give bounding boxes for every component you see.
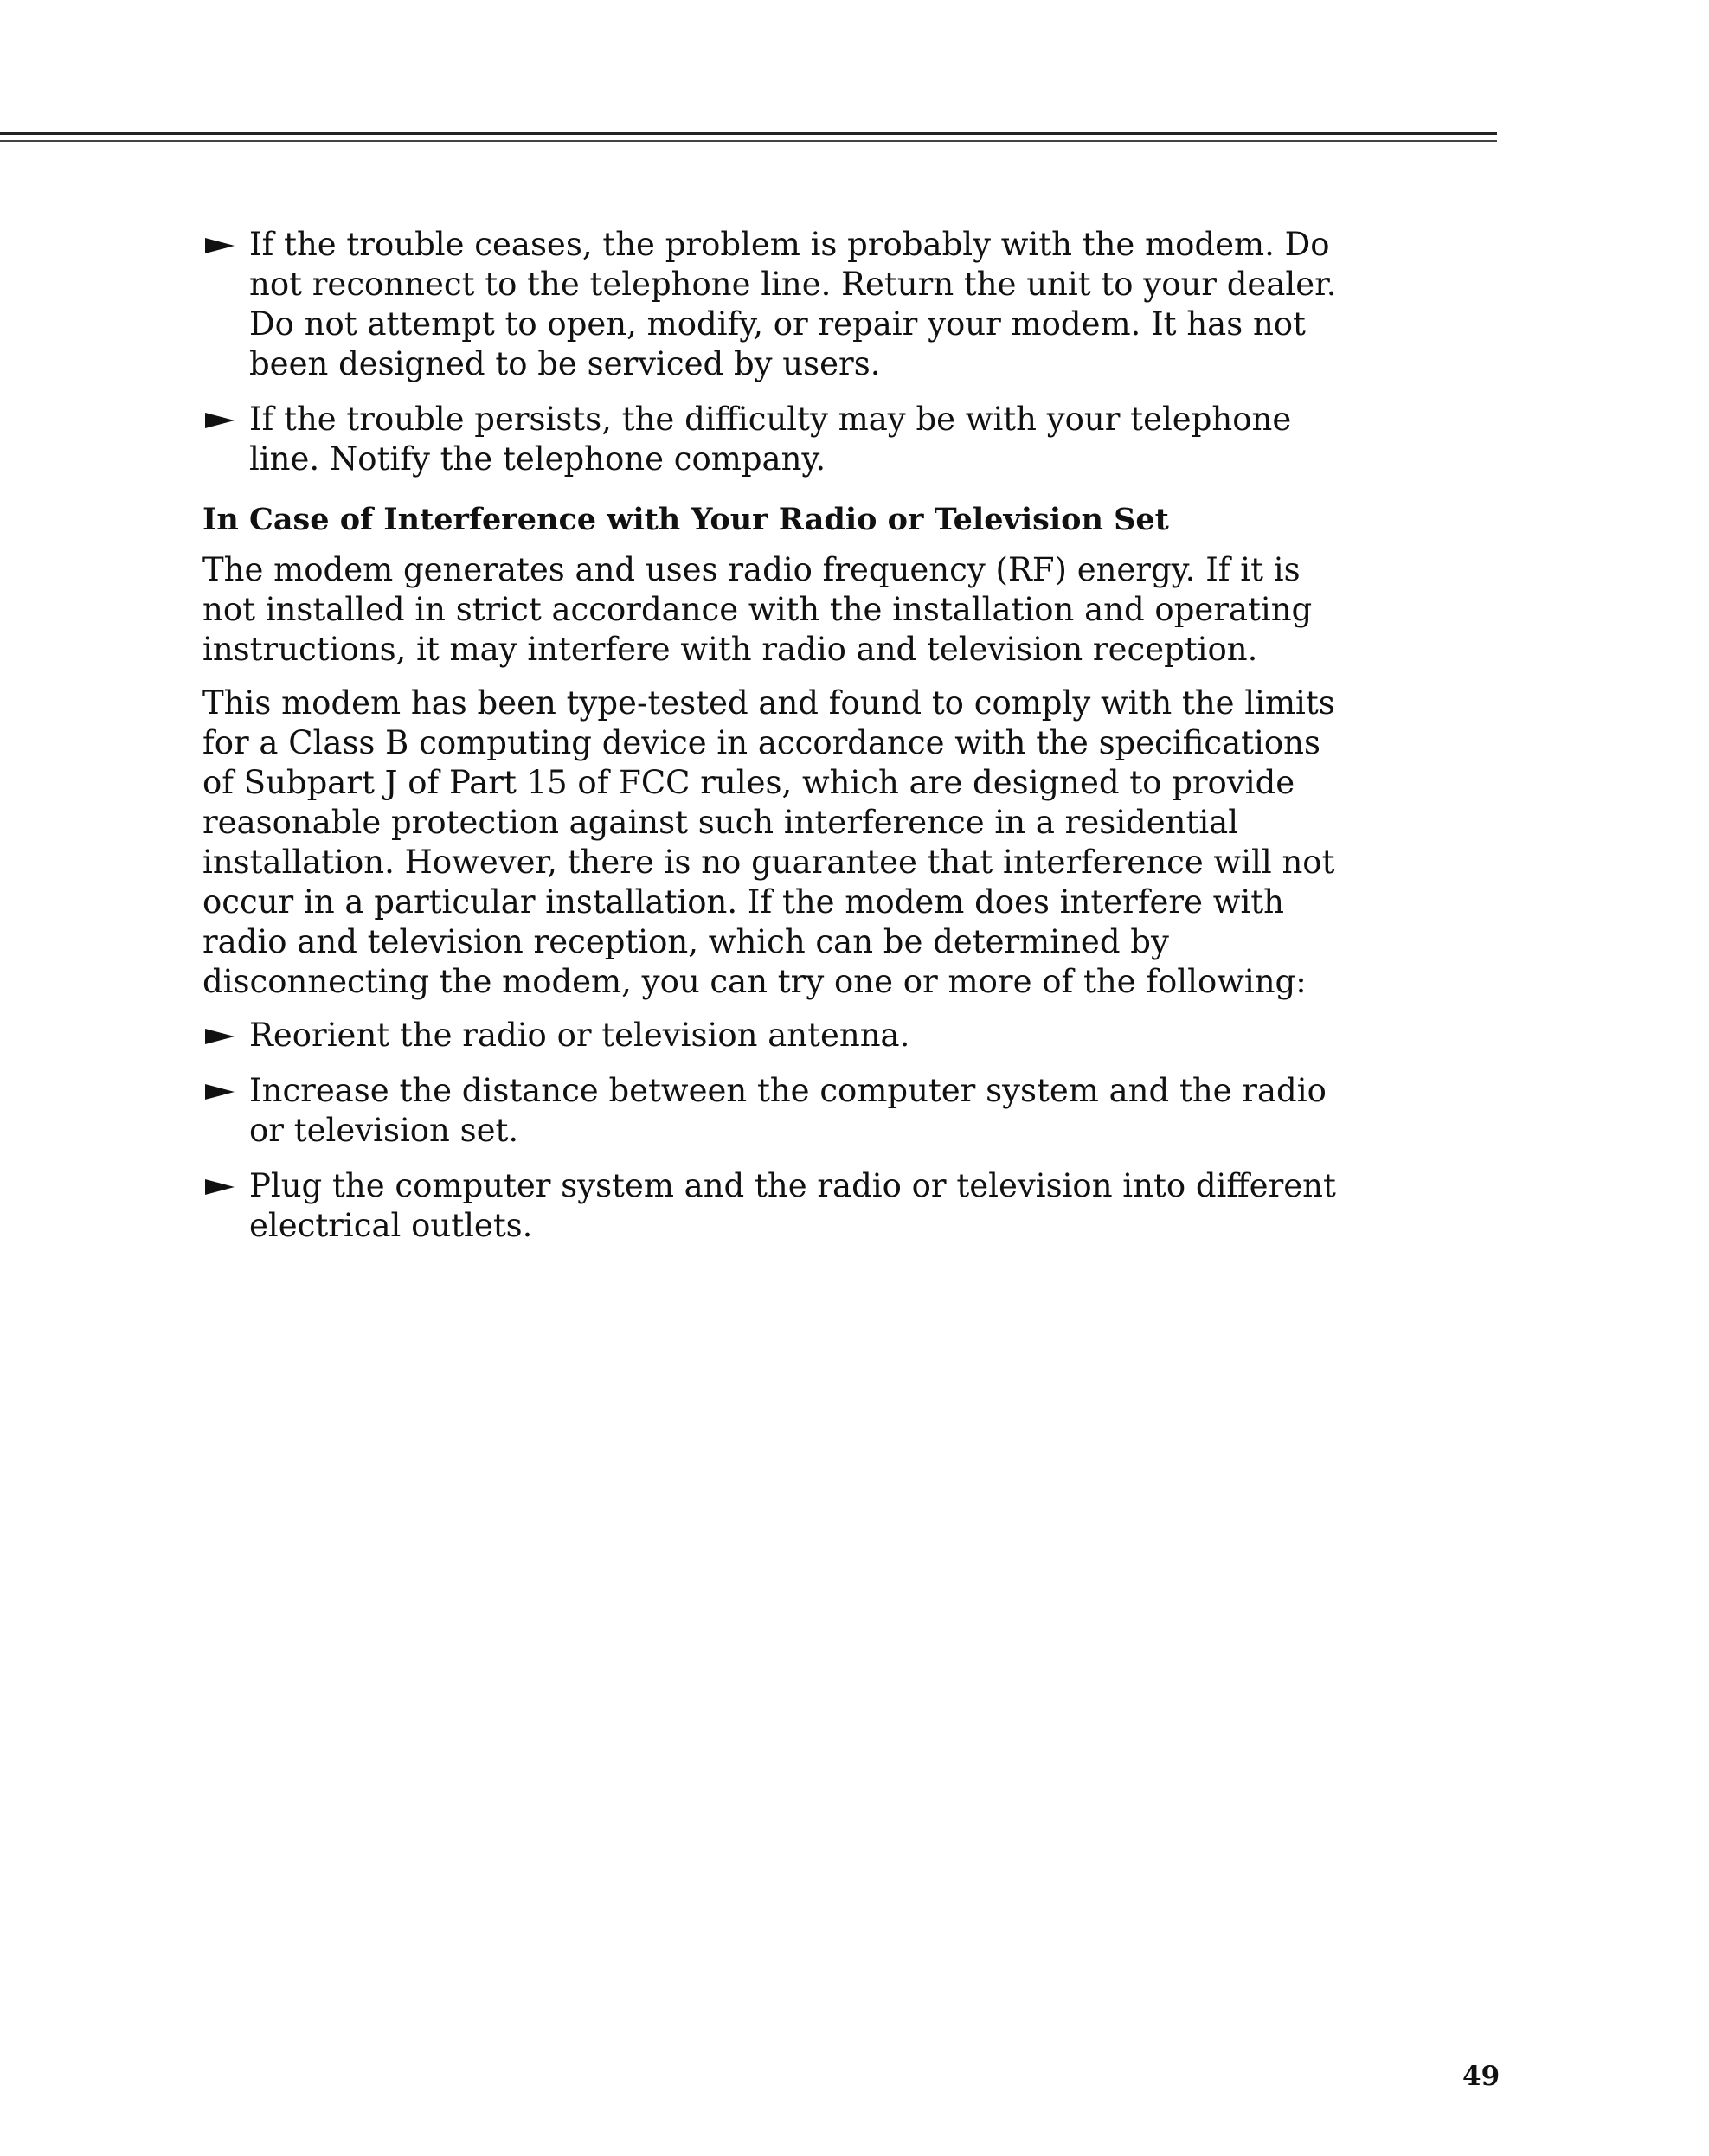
bullet-text: Plug the computer system and the radio or television into different electrical outlets. [249,1167,1336,1244]
header-rule-thin [0,140,1497,142]
triangle-bullet-icon [205,1029,235,1044]
paragraph-rf-energy: The modem generates and uses radio frequency (RF) energy. If it is not installed in strict accordance with the installation and operating instructions, it may interfere with radio and television reception. [202,551,1313,668]
bullet-text: Reorient the radio or television antenna. [249,1017,910,1054]
triangle-bullet-icon [205,1179,235,1195]
triangle-bullet-icon [205,1084,235,1100]
bullet-item-reorient-antenna [202,1016,1345,1056]
bullet-item-different-outlets [202,1166,1345,1246]
header-rule-thick [0,132,1497,135]
section-heading: In Case of Interference with Your Radio or Television Set [202,502,1169,537]
bullet-item-trouble-ceases [202,225,1345,384]
bullet-text: If the trouble ceases, the problem is probably with the modem. Do not reconnect to the telephone line. Return the unit to your dealer. Do not attempt to open, modify, or repair your modem. It has not been designed to be serviced by users. [249,226,1337,382]
triangle-bullet-icon [205,413,235,428]
bullet-text: If the trouble persists, the difficulty may be with your telephone line. Notify the telephone company. [249,401,1292,478]
page-number: 49 [1462,2061,1500,2092]
paragraph-fcc-compliance: This modem has been type-tested and found to comply with the limits for a Class B computing device in accordance with the specifications of Subpart J of Part 15 of FCC rules, which are designed to provide reasonable protection against such interference in a residential installation. However, there is no guarantee that interference will not occur in a particular installation. If the modem does interfere with radio and television reception, which can be determined by disconnecting the modem, you can try one or more of the following: [202,684,1335,1000]
bullet-item-increase-distance [202,1071,1345,1151]
triangle-bullet-icon [205,238,235,253]
page-content [202,225,1345,1261]
bullet-item-trouble-persists [202,400,1345,479]
bullet-text: Increase the distance between the computer system and the radio or television set. [249,1072,1327,1149]
